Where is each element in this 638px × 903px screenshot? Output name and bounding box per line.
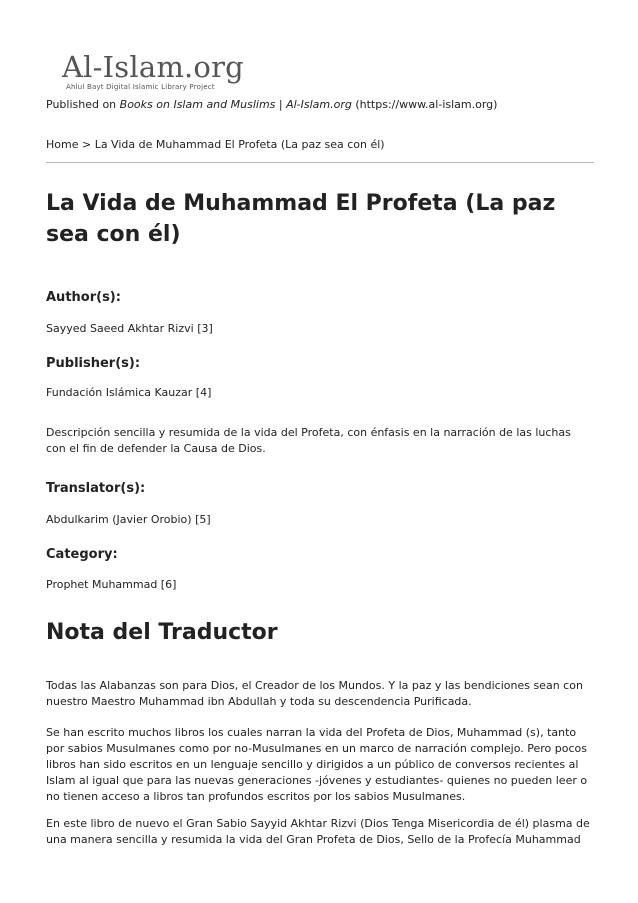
published-site-link[interactable]: Books on Islam and Muslims | Al-Islam.org (119, 98, 352, 111)
paragraph-1: Todas las Alabanzas son para Dios, el Creador de los Mundos. Y la paz y las bendiciones sean con nuestro Maestro Muhammad ibn Abdullah y toda su descendencia Purificada. (46, 679, 583, 708)
breadcrumb[interactable]: Home > La Vida de Muhammad El Profeta (La paz sea con él) (46, 138, 385, 151)
paragraph-2: Se han escrito muchos libros los cuales narran la vida del Profeta de Dios, Muhammad (s), tanto por sabios Musulmanes como por no-Musulmanes en un marco de narración complejo. Pero pocos libros han sido escritos en un lenguaje sencillo y dirigidos a un público de conversos recientes al Islam al igual que para las nuevas generaciones -jóvenes y estudiantes- quienes no pueden leer o no tienen acceso a libros tan profundos escritos por los sabios Musulmanes. (46, 726, 588, 803)
published-line (46, 98, 497, 111)
category-label: Category: (46, 547, 118, 562)
section-heading: Nota del Traductor (46, 620, 278, 645)
translator-value[interactable]: Abdulkarim (Javier Orobio) [5] (46, 513, 211, 526)
book-description: Descripción sencilla y resumida de la vida del Profeta, con énfasis en la narración de las luchas con el fin de defender la Causa de Dios. (46, 426, 571, 455)
publisher-value[interactable]: Fundación Islámica Kauzar [4] (46, 386, 212, 399)
site-logo[interactable] (62, 50, 262, 98)
author-label: Author(s): (46, 290, 121, 305)
published-url: (https://www.al-islam.org) (351, 98, 498, 111)
translator-label: Translator(s): (46, 481, 146, 496)
header-divider (46, 162, 594, 163)
published-prefix: Published on (46, 98, 120, 111)
publisher-label: Publisher(s): (46, 356, 141, 371)
page-title: La Vida de Muhammad El Profeta (La paz sea con él) (46, 191, 556, 247)
logo-wordmark: Al-Islam.org (62, 50, 244, 84)
logo-tagline: Ahlul Bayt Digital Islamic Library Project (66, 83, 215, 91)
author-value[interactable]: Sayyed Saeed Akhtar Rizvi [3] (46, 322, 213, 335)
paragraph-3: En este libro de nuevo el Gran Sabio Sayyid Akhtar Rizvi (Dios Tenga Misericordia de él) plasma de una manera sencilla y resumida la vida del Gran Profeta de Dios, Sello de la Profecía Muhammad (46, 817, 590, 846)
category-value[interactable]: Prophet Muhammad [6] (46, 578, 177, 591)
